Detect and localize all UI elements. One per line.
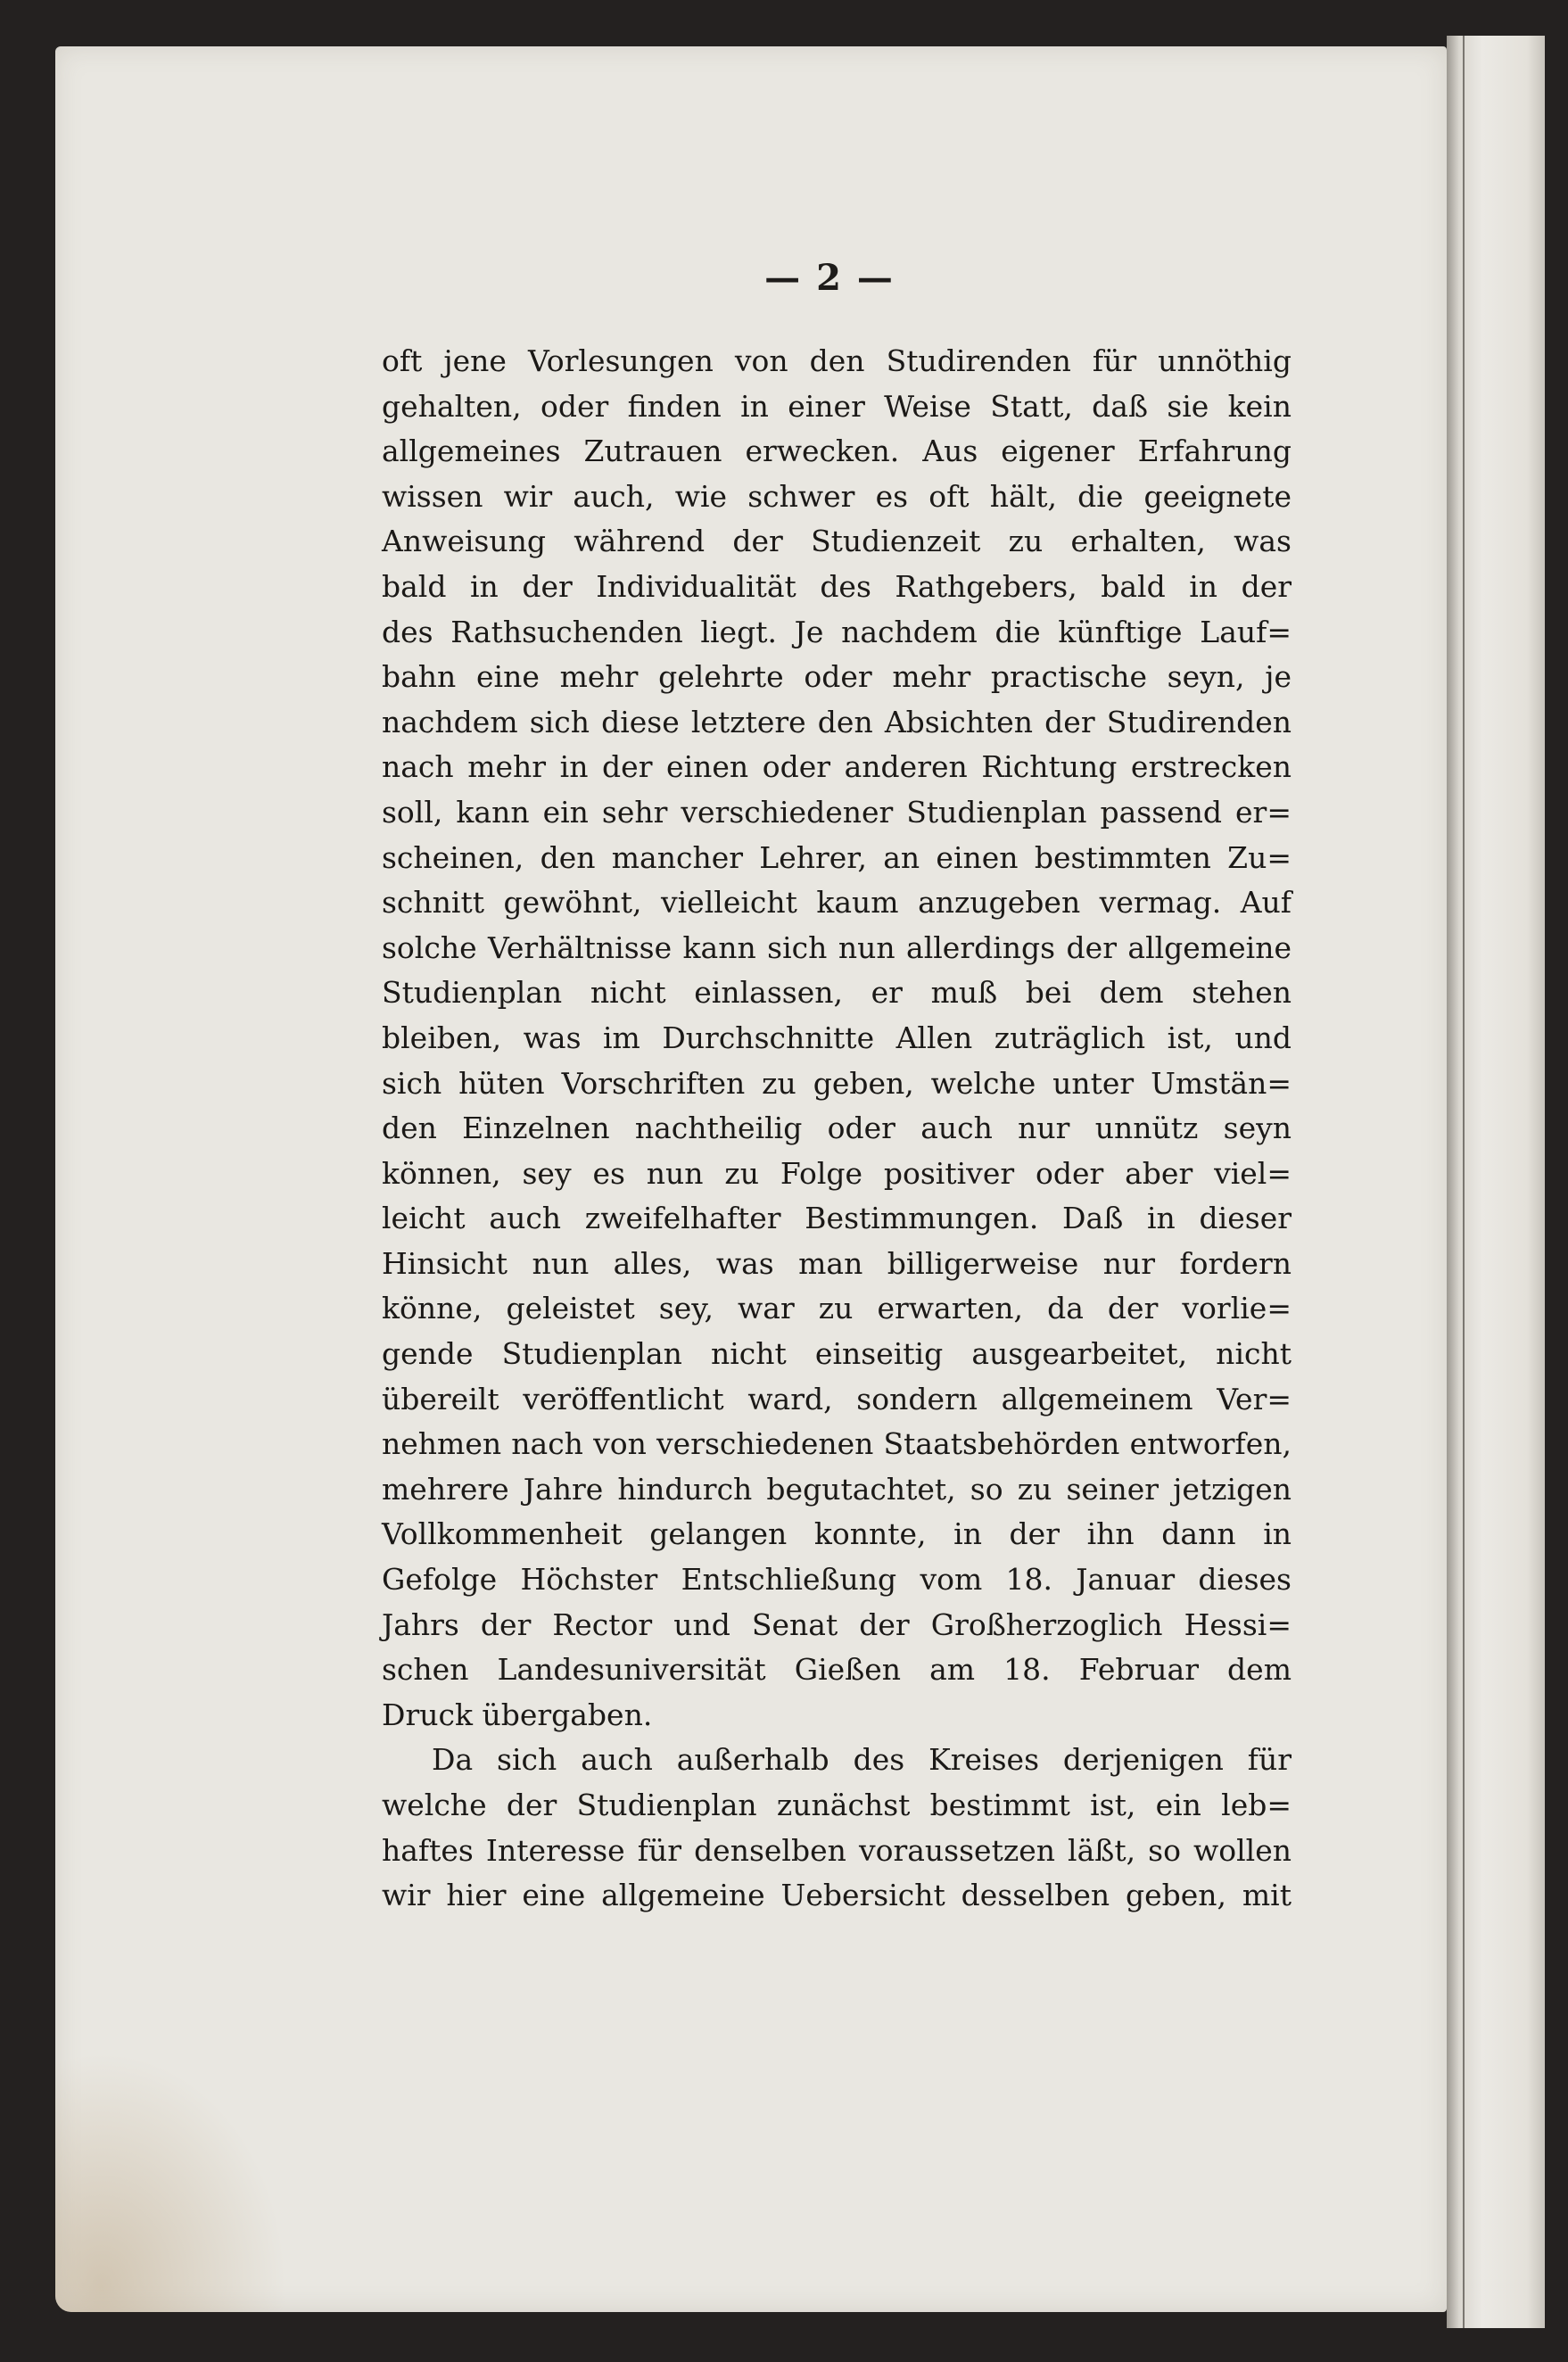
binding-gutter [1463,36,1465,2328]
text-line: nachdem sich diese letztere den Absichten der Studirenden [382,704,1292,739]
adjacent-page-edge [1447,36,1545,2328]
text-line: des Rathsuchenden liegt. Je nachdem die künftige Lauf= [382,614,1292,649]
text-line: Studienplan nicht einlassen, er muß bei dem stehen [382,975,1292,1011]
text-line: oft jene Vorlesungen von den Studirenden für unnöthig [382,343,1292,378]
paragraph-start-line: Da sich auch außerhalb des Kreises derjenigen für [432,1742,1292,1778]
text-line: Gefolge Höchster Entschließung vom 18. Januar dieses [382,1562,1292,1598]
text-line: nach mehr in der einen oder anderen Richtung erstrecken [382,749,1292,785]
text-line: schnitt gewöhnt, vielleicht kaum anzugeben vermag. Auf [382,885,1292,921]
text-line: solche Verhältnisse kann sich nun allerdings der allgemeine [382,929,1292,965]
text-line: gende Studienplan nicht einseitig ausgearbeitet, nicht [382,1336,1292,1372]
page-stain [55,2052,287,2312]
text-line: wissen wir auch, wie schwer es oft hält, die geeignete [382,478,1292,514]
text-line: mehrere Jahre hindurch begutachtet, so zu seiner jetzigen [382,1471,1292,1507]
text-line: nehmen nach von verschiedenen Staatsbehörden entworfen, [382,1426,1292,1462]
text-line: leicht auch zweifelhafter Bestimmungen. Daß in dieser [382,1201,1292,1236]
text-line: bald in der Individualität des Rathgebers, bald in der [382,568,1292,604]
text-line: wir hier eine allgemeine Uebersicht desselben geben, mit [382,1878,1292,1913]
page-number: — 2 — [764,257,895,299]
text-line: Anweisung während der Studienzeit zu erhalten, was [382,524,1292,559]
body-text [382,339,1292,1919]
text-line: Hinsicht nun alles, was man billigerweise nur fordern [382,1245,1292,1281]
text-line: haftes Interesse für denselben voraussetzen läßt, so wollen [382,1832,1292,1868]
text-line: allgemeines Zutrauen erwecken. Aus eigener Erfahrung [382,434,1292,469]
text-line: scheinen, den mancher Lehrer, an einen bestimmten Zu= [382,839,1292,875]
text-line: welche der Studienplan zunächst bestimmt ist, ein leb= [382,1788,1292,1822]
text-line: können, sey es nun zu Folge positiver oder aber viel= [382,1155,1292,1191]
text-line: soll, kann ein sehr verschiedener Studienplan passend er= [382,794,1292,830]
text-line: den Einzelnen nachtheilig oder auch nur unnütz seyn [382,1111,1292,1146]
text-line: bleiben, was im Durchschnitte Allen zuträglich ist, und [382,1020,1292,1055]
text-line: Vollkommenheit gelangen konnte, in der ihn dann in [382,1516,1292,1552]
text-line: übereilt veröffentlicht ward, sondern allgemeinem Ver= [382,1381,1292,1416]
text-line: sich hüten Vorschriften zu geben, welche unter Umstän= [382,1065,1292,1101]
text-line: schen Landesuniversität Gießen am 18. Februar dem [382,1652,1292,1688]
text-line: bahn eine mehr gelehrte oder mehr practische seyn, je [382,659,1292,695]
text-line: gehalten, oder finden in einer Weise Statt, daß sie kein [382,388,1292,424]
text-line: könne, geleistet sey, war zu erwarten, da der vorlie= [382,1291,1292,1326]
text-line: Jahrs der Rector und Senat der Großherzoglich Hessi= [382,1606,1292,1642]
paragraph-end-line: Druck übergaben. [382,1697,653,1732]
